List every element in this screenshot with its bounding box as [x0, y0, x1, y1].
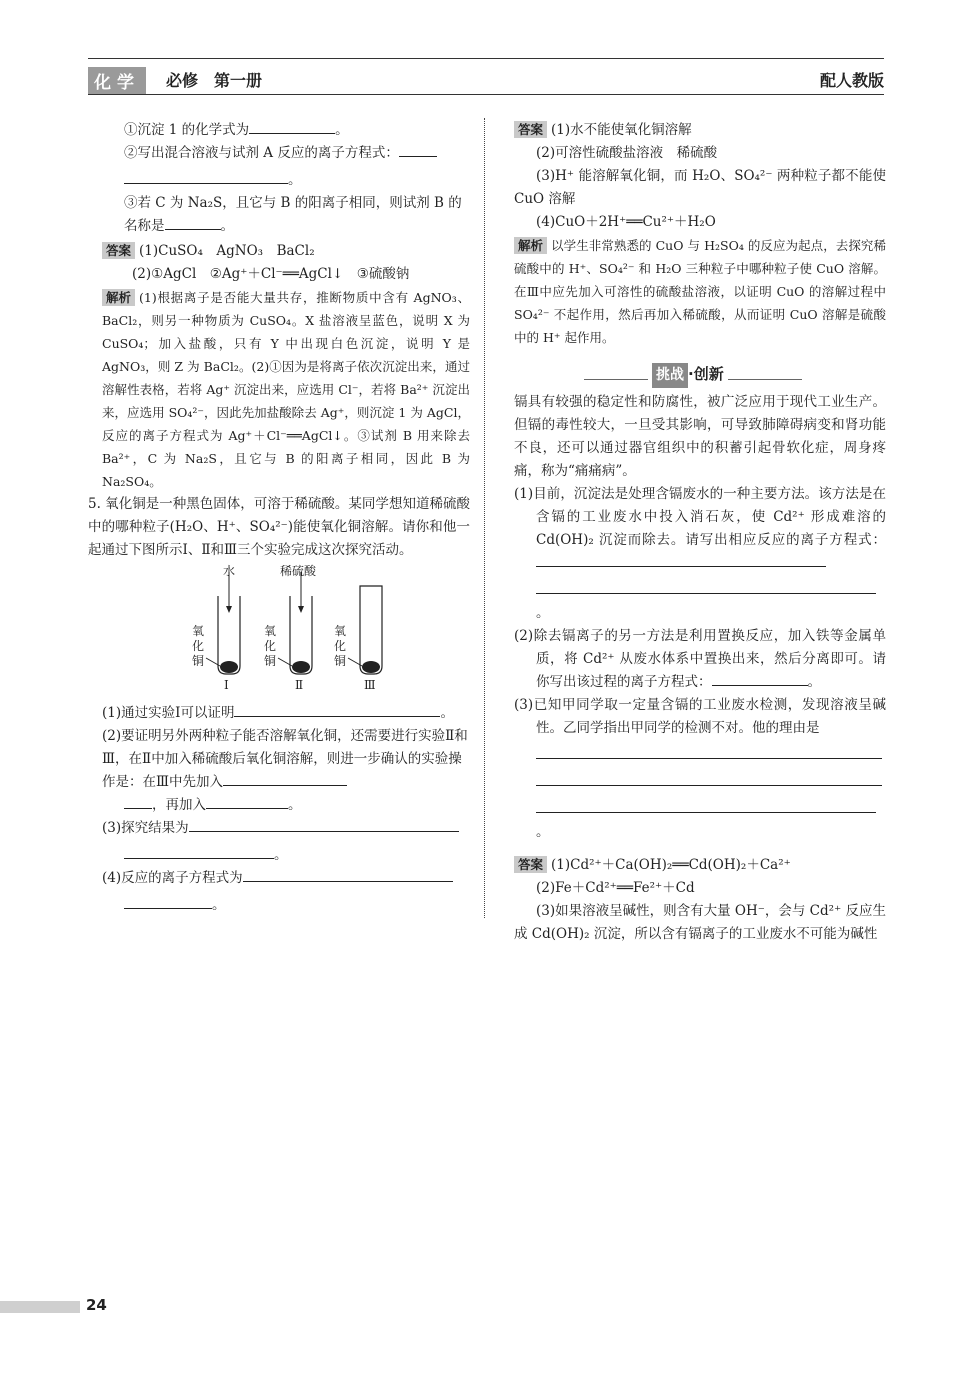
label-cuo-1: 氧化铜	[192, 624, 205, 668]
challenge-q1-line: 。	[514, 579, 886, 625]
challenge-q3	[514, 694, 886, 740]
subq-3-line: 。	[88, 844, 470, 867]
question-1: ①沉淀 1 的化学式为 。	[88, 119, 470, 142]
book-title: 必修 第一册	[166, 71, 263, 90]
subq-2	[88, 725, 470, 794]
subq-2-text: (2)要证明另外两种粒子能否溶解氧化铜，还需要进行实验Ⅱ和Ⅲ，在Ⅱ中加入稀硫酸后氧化铜溶解，则进一步确认的实验操作是：在Ⅲ中先加入	[102, 728, 468, 790]
subject-label: 化学	[88, 67, 146, 94]
right-answer-3: (3)H⁺ 能溶解氧化铜，而 H₂O、SO₄²⁻ 两种粒子都不能使 CuO 溶解	[514, 168, 886, 207]
subq-4-line: 。	[88, 894, 470, 917]
experiment-figure	[88, 566, 470, 702]
question-3: ③若 C 为 Na₂S，且它与 B 的阳离子相同，则试剂 B 的名称是 。	[124, 195, 462, 234]
subq-1-text: (1)通过实验Ⅰ可以证明	[102, 705, 235, 721]
challenge-q2-text: (2)除去镉离子的另一方法是利用置换反应，加入铁等金属单质，将 Cd²⁺ 从废水体系中置换出来，然后分离即可。请你写出该过程的离子方程式：	[514, 628, 886, 690]
edition-label: 配人教版	[819, 71, 884, 90]
subq-2-cont-text: ，再加入	[152, 797, 206, 813]
question-2	[88, 142, 470, 165]
answer-line-2	[88, 263, 470, 286]
analysis-tag: 解析	[102, 289, 135, 306]
analysis-tag-right: 解析	[514, 237, 547, 254]
challenge-answer-1	[514, 854, 886, 877]
question-3-text: ③若 C 为 Na₂S，且它与 B 的阳离子相同，则试剂 B 的名称是	[124, 195, 462, 234]
left-column	[88, 119, 470, 917]
analysis-block	[88, 286, 470, 493]
challenge-q1	[514, 483, 886, 575]
question-5: 5. 氧化铜是一种黑色固体，可溶于稀硫酸。某同学想知道稀硫酸中的哪种粒子(H₂O、H⁺、SO₄²⁻)能使氧化铜溶解。请你和他一起通过下图所示Ⅰ、Ⅱ和Ⅲ三个实验完成这次探究活动。	[88, 496, 470, 558]
label-tube-iii: Ⅲ	[364, 678, 376, 692]
answer-1: (1)CuSO₄ AgNO₃ BaCl₂	[139, 243, 315, 259]
label-cuo-3: 氧化铜	[334, 624, 347, 668]
right-analysis-text: 以学生非常熟悉的 CuO 与 H₂SO₄ 的反应为起点，去探究稀硫酸中的 H⁺、SO₄²⁻ 和 H₂O 三种粒子中哪种粒子使 CuO 溶解。在Ⅲ中应先加入可溶性的硫酸盐溶液，以证明 CuO 的溶解过程中 SO₄²⁻ 不起作用，然后再加入稀硫酸，从而证明 CuO 溶解是硫酸中的 H⁺ 起作用。	[514, 238, 886, 345]
right-answer-4: (4)CuO＋2H⁺══Cu²⁺＋H₂O	[536, 214, 716, 230]
challenge-title	[648, 363, 728, 388]
page-number: 24	[86, 1296, 107, 1314]
test-tubes-diagram	[88, 566, 470, 702]
challenge-heading	[514, 357, 886, 391]
challenge-answer-2: (2)Fe＋Cd²⁺══Fe²⁺＋Cd	[536, 880, 695, 896]
header-bottom-rule	[88, 94, 884, 95]
subq-2-cont: ，再加入 。	[88, 794, 470, 817]
label-water: 水	[223, 564, 236, 578]
footer-bar	[0, 1301, 80, 1313]
subq-1: (1)通过实验Ⅰ可以证明 。	[88, 702, 470, 725]
right-analysis	[514, 234, 886, 349]
right-answer-1	[514, 119, 886, 142]
label-tube-ii: Ⅱ	[295, 678, 304, 692]
challenge-q3-line-1	[514, 744, 886, 767]
answer-tag-right: 答案	[514, 121, 547, 138]
challenge-q2: (2)除去镉离子的另一方法是利用置换反应，加入铁等金属单质，将 Cd²⁺ 从废水体系中置换出来，然后分离即可。请你写出该过程的离子方程式： 。	[514, 628, 886, 690]
subq-4-text: (4)反应的离子方程式为	[102, 870, 243, 886]
question-2-text: ②写出混合溶液与试剂 A 反应的离子方程式：	[124, 145, 399, 161]
subq-3	[88, 817, 470, 840]
answer-line-1	[88, 240, 470, 263]
column-divider	[484, 118, 485, 918]
challenge-q3-line-3: 。	[514, 798, 886, 844]
subq-4	[88, 867, 470, 890]
challenge-answer-1-text: (1)Cd²⁺＋Ca(OH)₂══Cd(OH)₂＋Ca²⁺	[551, 857, 791, 873]
question-1-text: ①沉淀 1 的化学式为	[124, 122, 250, 138]
challenge-box: 挑战	[652, 363, 688, 388]
page-header	[88, 58, 884, 96]
label-dilute-acid: 稀硫酸	[280, 564, 317, 578]
right-column	[514, 119, 886, 946]
challenge-q3-text: (3)已知甲同学取一定量含镉的工业废水检测，发现溶液呈碱性。乙同学指出甲同学的检测不对。他的理由是	[514, 697, 886, 736]
challenge-suffix: ·创新	[688, 365, 724, 383]
subq-3-text: (3)探究结果为	[102, 820, 189, 836]
answer-tag-challenge: 答案	[514, 856, 547, 873]
answer-2: (2)①AgCl ②Ag⁺＋Cl⁻══AgCl↓ ③硫酸钠	[132, 266, 410, 282]
question-2-line: 。	[88, 169, 470, 192]
label-cuo-2: 氧化铜	[264, 624, 277, 668]
answer-tag: 答案	[102, 242, 135, 259]
challenge-q3-line-2	[514, 771, 886, 794]
label-tube-i: Ⅰ	[224, 678, 229, 692]
right-answer-2: (2)可溶性硫酸盐溶液 稀硫酸	[536, 145, 718, 161]
right-answer-1-text: (1)水不能使氧化铜溶解	[551, 122, 692, 138]
analysis-text: (1)根据离子是否能大量共存，推断物质中含有 AgNO₃、BaCl₂，则另一种物质为 CuSO₄。X 盐溶液呈蓝色，说明 X 为 CuSO₄；加入盐酸，只有 Y 中出现白色沉淀，说明 Y 是 AgNO₃，则 Z 为 BaCl₂。(2)①因为是将离子依次沉淀出来，通过溶解性表格，若将 Ag⁺ 沉淀出来，应选用 Cl⁻，若将 Ba²⁺ 沉淀出来，应选用 SO₄²⁻，因此先加盐酸除去 Ag⁺，则沉淀 1 为 AgCl，反应的离子方程式为 Ag⁺＋Cl⁻══AgCl↓。③试剂 B 用来除去 Ba²⁺，C 为 Na₂S，且它与 B 的阳离子相同，因此 B 为 Na₂SO₄。	[102, 290, 470, 489]
challenge-q1-text: (1)目前，沉淀法是处理含镉废水的一种主要方法。该方法是在含镉的工业废水中投入消石灰，使 Cd²⁺ 形成难溶的 Cd(OH)₂ 沉淀而除去。请写出相应反应的离子方程式：	[514, 486, 886, 548]
header-top-rule	[88, 58, 884, 59]
challenge-intro: 镉具有较强的稳定性和防腐性，被广泛应用于现代工业生产。但镉的毒性较大，一旦受其影响，可导致肺障碍病变和肾功能不良，还可以通过器官组织中的积蓄引起骨软化症，周身疼痛，称为“痛痛病”。	[514, 394, 886, 479]
challenge-answer-3: (3)如果溶液呈碱性，则含有大量 OH⁻，会与 Cd²⁺ 反应生成 Cd(OH)₂ 沉淀，所以含有镉离子的工业废水不可能为碱性	[514, 903, 886, 942]
